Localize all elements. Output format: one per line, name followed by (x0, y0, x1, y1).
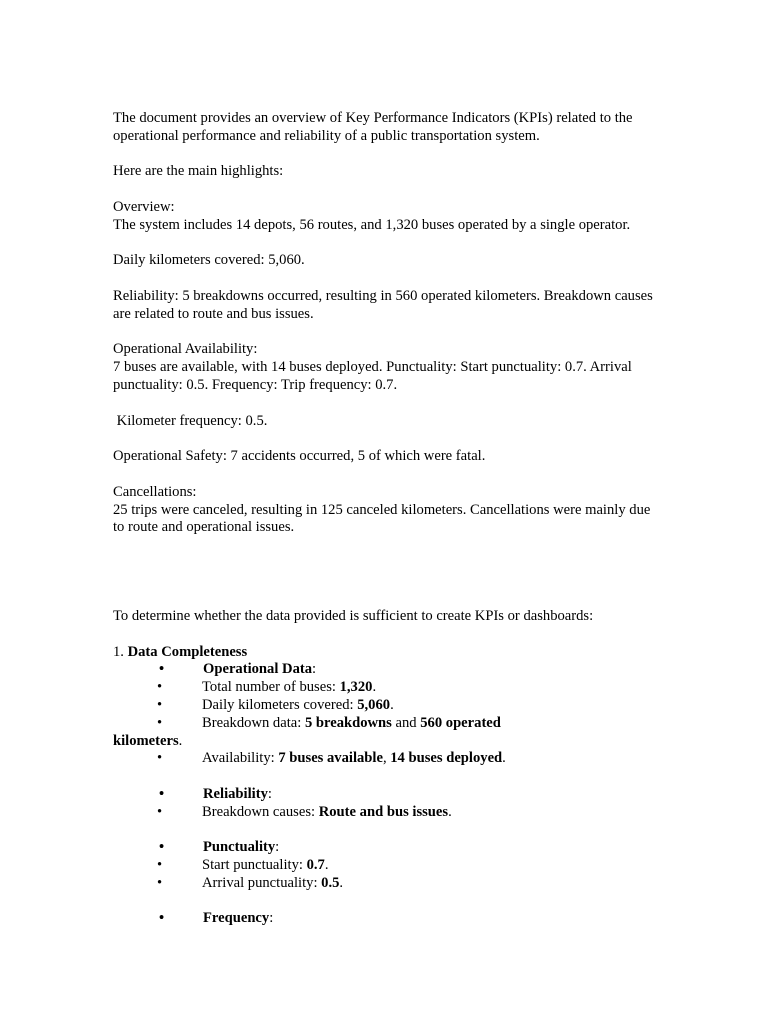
overview-heading: Overview: (113, 198, 175, 215)
document-body (113, 110, 658, 928)
list-item-start-punctuality (24, 857, 658, 875)
breakdown-km-b: kilometers (113, 732, 179, 749)
bullet: • (157, 714, 163, 731)
bullet: • (157, 803, 163, 820)
reliability-label: Reliability (203, 785, 268, 802)
period-text: . (372, 679, 377, 696)
bullet: • (157, 857, 163, 874)
intro-paragraph: The document provides an overview of Key Performance Indicators (KPIs) related to the operational performance and reliability of a public transportation system. (113, 110, 633, 144)
list-item-operational-data (70, 661, 658, 679)
period-text: . (178, 732, 183, 749)
colon-text: : (267, 785, 272, 802)
bullet: • (159, 839, 165, 856)
breakdown-label: Breakdown data: (202, 714, 305, 731)
cancellations-heading: Cancellations: (113, 483, 197, 500)
colon-text: : (275, 839, 280, 856)
total-buses-label: Total number of buses: (202, 679, 340, 696)
list-item-breakdown-data (24, 715, 658, 751)
bullet: • (159, 910, 165, 927)
period-text: . (502, 750, 506, 767)
list-item-daily-km (24, 697, 658, 715)
period-text: . (448, 803, 452, 820)
list-item-frequency (70, 910, 658, 928)
start-punctuality-label: Start punctuality: (202, 857, 307, 874)
safety-paragraph: Operational Safety: 7 accidents occurred, 5 of which were fatal. (113, 448, 486, 465)
breakdown-km-a: 560 operated (420, 714, 501, 731)
breakdown-causes-label: Breakdown causes: (202, 803, 319, 820)
list-item-arrival-punctuality (24, 875, 658, 893)
op-availability-text: 7 buses are available, with 14 buses deployed. Punctuality: Start punctuality: 0.7. Arrival punctuality: 0.5. Frequency: Trip frequency: 0.7. (113, 359, 632, 393)
bullet: • (157, 679, 163, 696)
arrival-punctuality-value: 0.5 (321, 874, 340, 891)
arrival-punctuality-label: Arrival punctuality: (202, 874, 322, 891)
and-text: and (391, 714, 421, 731)
section-1-number: 1. (113, 643, 128, 660)
availability-available: 7 buses available (278, 750, 383, 767)
section-1-heading (113, 644, 658, 662)
period-text: . (339, 874, 344, 891)
bullet: • (157, 874, 163, 891)
list-item-punctuality (70, 839, 658, 857)
availability-label: Availability: (202, 750, 279, 767)
daily-km-label: Daily kilometers covered: (202, 696, 358, 713)
period-text: . (324, 857, 329, 874)
reliability-paragraph: Reliability: 5 breakdowns occurred, resulting in 560 operated kilometers. Breakdown causes are related to route and bus issues. (113, 287, 653, 322)
km-frequency-paragraph: Kilometer frequency: 0.5. (113, 412, 268, 429)
bullet: • (159, 785, 165, 802)
start-punctuality-value: 0.7 (306, 857, 325, 874)
total-buses-value: 1,320 (339, 679, 373, 696)
op-availability-heading: Operational Availability: (113, 341, 258, 358)
bullet: • (157, 696, 163, 713)
list-gap (113, 893, 658, 911)
colon-text: : (269, 910, 274, 927)
daily-km-paragraph: Daily kilometers covered: 5,060. (113, 252, 305, 269)
list-item-availability (24, 750, 658, 768)
comma-text: , (382, 750, 391, 767)
availability-deployed: 14 buses deployed (390, 750, 503, 767)
breakdown-causes-value: Route and bus issues (318, 803, 449, 820)
section-1-title: Data Completeness (127, 643, 248, 660)
frequency-label: Frequency (203, 910, 270, 927)
list-item-reliability (70, 786, 658, 804)
overview-paragraph (113, 199, 658, 235)
op-availability-paragraph (113, 341, 658, 394)
cancellations-text: 25 trips were canceled, resulting in 125 canceled kilometers. Cancellations were mainly due to route and operational issues. (113, 501, 651, 536)
cancellations-paragraph (113, 484, 658, 537)
operational-data-label: Operational Data (203, 661, 313, 678)
determine-paragraph: To determine whether the data provided is sufficient to create KPIs or dashboards: (113, 607, 594, 624)
highlights-lead: Here are the main highlights: (113, 163, 284, 180)
bullet: • (157, 750, 163, 767)
period-text: . (390, 696, 394, 713)
colon-text: : (312, 661, 317, 678)
list-item-total-buses (24, 679, 658, 697)
list-item-breakdown-causes (24, 804, 658, 822)
punctuality-label: Punctuality (203, 839, 276, 856)
daily-km-value: 5,060 (357, 696, 391, 713)
list-gap (113, 768, 658, 786)
list-gap (113, 821, 658, 839)
overview-text: The system includes 14 depots, 56 routes, and 1,320 buses operated by a single operator. (113, 216, 631, 233)
section-spacer (113, 555, 658, 608)
bullet: • (159, 661, 165, 678)
breakdown-count: 5 breakdowns (304, 714, 392, 731)
